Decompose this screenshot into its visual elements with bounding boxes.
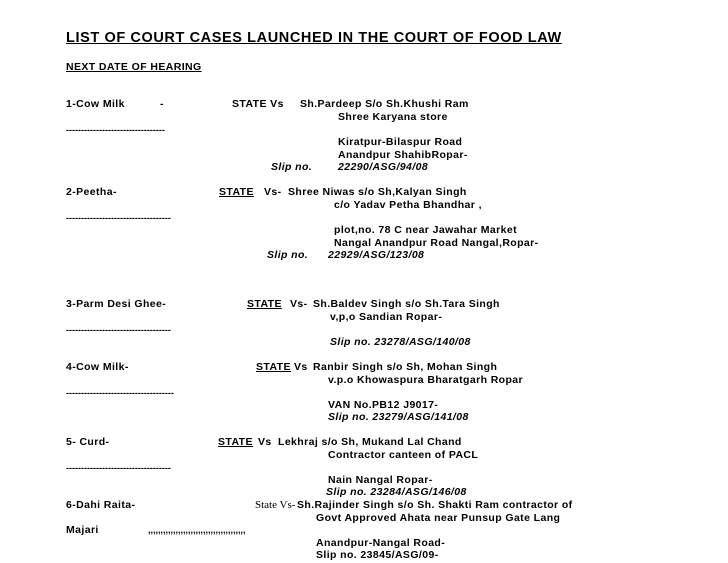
case-dash-line: --------------------------------- <box>66 125 165 135</box>
case-separator: - <box>160 98 164 110</box>
case-item: 6-Dahi Raita- <box>66 499 136 511</box>
case-state: STATE <box>218 436 253 448</box>
case-slip: Slip no. 23279/ASG/141/08 <box>328 411 469 423</box>
case-slip-label: Slip no. <box>267 249 309 261</box>
case-slip: Slip no. 23845/ASG/09- <box>316 549 439 561</box>
case-item: 5- Curd- <box>66 436 110 448</box>
case-vs: Vs <box>294 361 308 373</box>
case-slip-number: 22929/ASG/123/08 <box>328 249 425 261</box>
case-accused: Shree Niwas s/o Sh,Kalyan Singh <box>288 186 467 198</box>
case-state-vs: STATE Vs <box>232 98 284 110</box>
case-item-continuation: Majari <box>66 524 99 536</box>
case-address-line: Govt Approved Ahata near Punsup Gate Lang <box>316 512 561 524</box>
case-address-line: Anandpur-Nangal Road- <box>316 537 446 549</box>
case-slip: Slip no. 23278/ASG/140/08 <box>330 336 471 348</box>
case-vs: Vs <box>258 436 272 448</box>
case-address-line: Shree Karyana store <box>338 111 448 123</box>
case-dash-line: ----------------------------------- <box>66 463 171 473</box>
case-address-line: Anandpur ShahibRopar- <box>338 149 468 161</box>
case-address-line: v,p,o Sandian Ropar- <box>330 311 443 323</box>
case-dash-line: ------------------------------------ <box>66 388 174 398</box>
case-accused: Sh.Rajinder Singh s/o Sh. Shakti Ram contractor of <box>297 499 573 511</box>
case-state: STATE <box>247 298 282 310</box>
case-item: 4-Cow Milk- <box>66 361 129 373</box>
case-address-line: c/o Yadav Petha Bhandhar , <box>334 199 482 211</box>
case-state-vs: State Vs- <box>255 499 296 511</box>
case-item: 2-Peetha- <box>66 186 117 198</box>
case-slip-number: 22290/ASG/94/08 <box>338 161 429 173</box>
case-address-line: plot,no. 78 C near Jawahar Market <box>334 224 518 236</box>
case-item: 1-Cow Milk <box>66 98 125 110</box>
case-slip-label: Slip no. <box>271 161 313 173</box>
case-address-line: Nain Nangal Ropar- <box>328 474 433 486</box>
case-slip: Slip no. 23284/ASG/146/08 <box>326 486 467 498</box>
case-comma-line: ,,,,,,,,,,,,,,,,,,,,,,,,,,,,,,,,,,,,,,, <box>148 525 246 535</box>
case-address-line: v.p.o Khowaspura Bharatgarh Ropar <box>328 374 524 386</box>
case-address-line: Nangal Anandpur Road Nangal,Ropar- <box>334 237 539 249</box>
case-vs: Vs- <box>290 298 308 310</box>
case-state: STATE <box>219 186 254 198</box>
case-dash-line: ----------------------------------- <box>66 325 171 335</box>
case-accused: Ranbir Singh s/o Sh, Mohan Singh <box>313 361 498 373</box>
case-dash-line: ----------------------------------- <box>66 213 171 223</box>
case-state: STATE <box>256 361 291 373</box>
case-address-line: Kiratpur-Bilaspur Road <box>338 136 463 148</box>
case-item: 3-Parm Desi Ghee- <box>66 298 167 310</box>
case-address-line: Contractor canteen of PACL <box>328 449 479 461</box>
next-hearing-heading: NEXT DATE OF HEARING <box>66 61 202 73</box>
case-vs: Vs- <box>264 186 282 198</box>
case-address-line: VAN No.PB12 J9017- <box>328 399 439 411</box>
case-accused: Sh.Pardeep S/o Sh.Khushi Ram <box>300 98 469 110</box>
case-accused: Sh.Baldev Singh s/o Sh.Tara Singh <box>313 298 500 310</box>
document-title: LIST OF COURT CASES LAUNCHED IN THE COURT OF FOOD LAW <box>66 30 562 46</box>
case-accused: Lekhraj s/o Sh, Mukand Lal Chand <box>278 436 462 448</box>
